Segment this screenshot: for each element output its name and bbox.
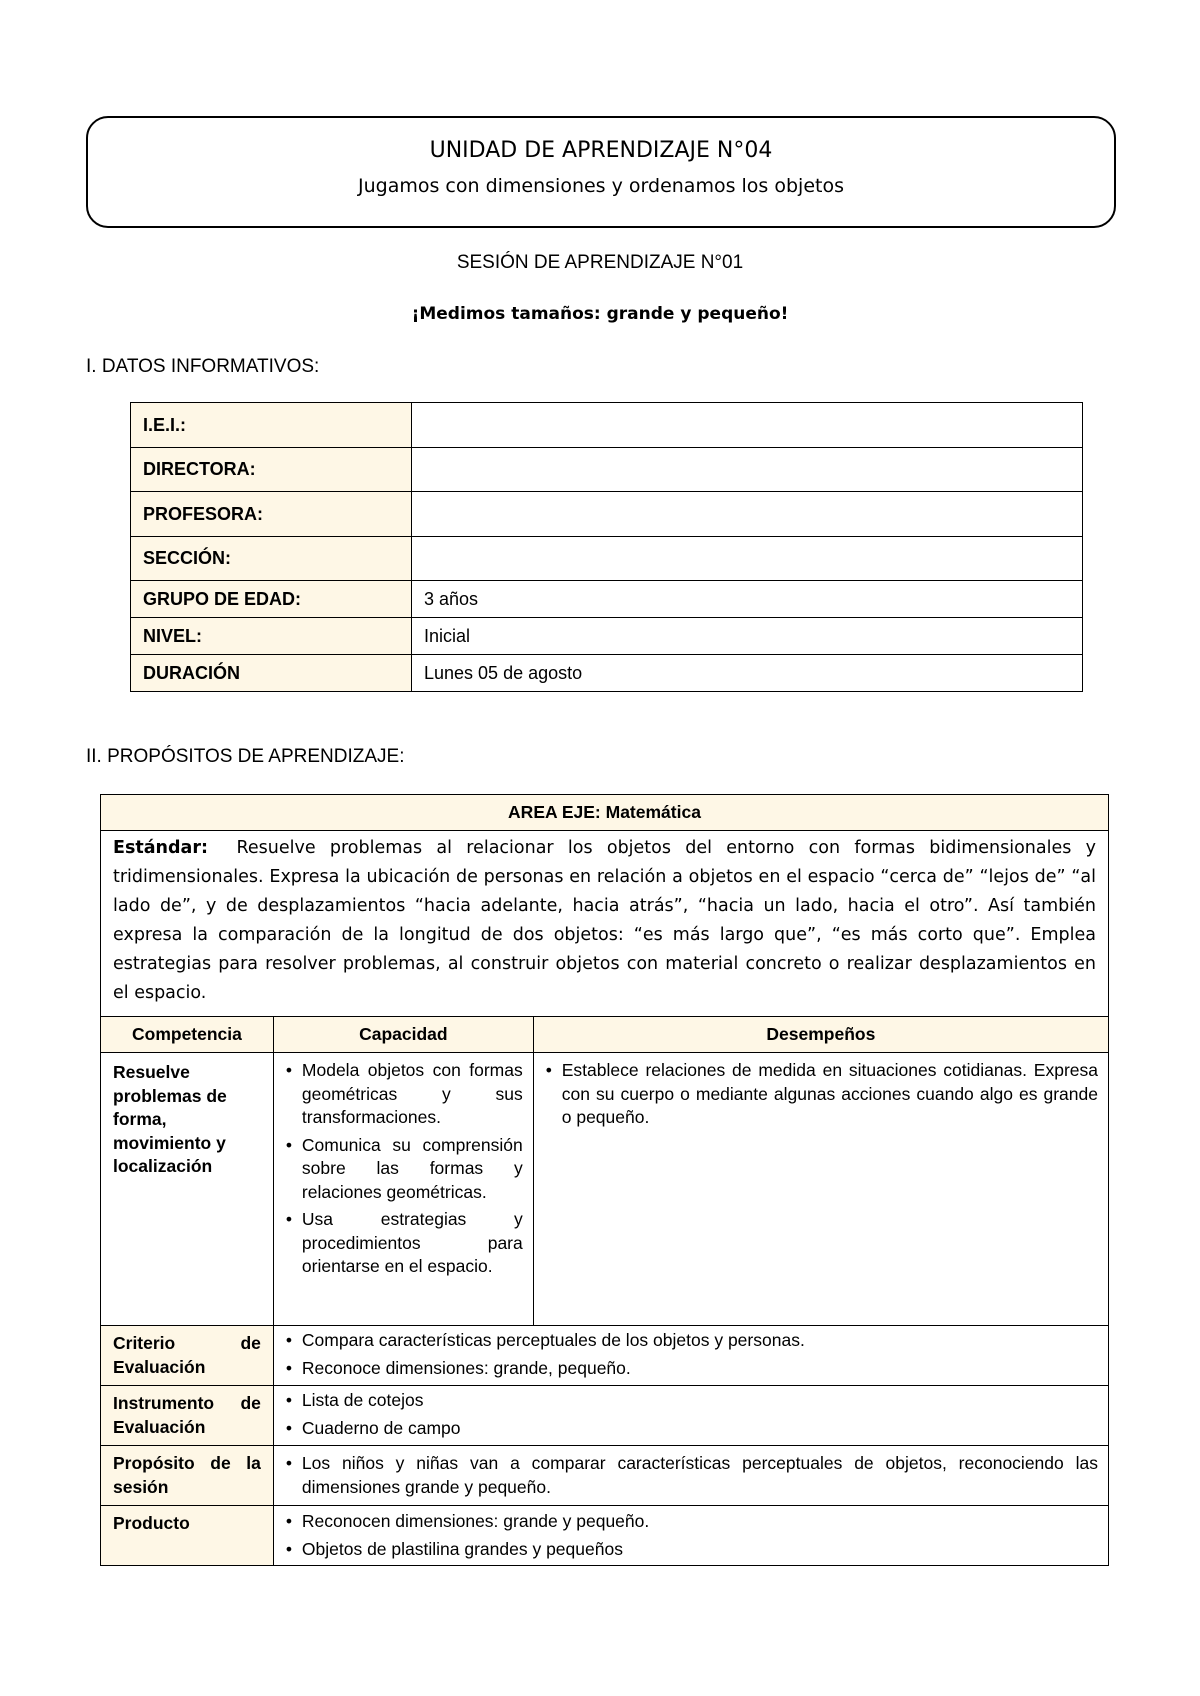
section-1-heading: I. DATOS INFORMATIVOS: bbox=[86, 356, 320, 377]
list-item: • Compara características perceptuales de los objetos y personas. bbox=[280, 1329, 1098, 1353]
info-row bbox=[131, 492, 1083, 537]
estandar-row bbox=[101, 831, 1109, 1017]
estandar-cell bbox=[101, 831, 1109, 1017]
list-item: • Los niños y niñas van a comparar características perceptuales de objetos, reconociendo las dimensiones grande y pequeño. bbox=[280, 1452, 1098, 1499]
info-row bbox=[131, 581, 1083, 618]
info-value: Inicial bbox=[412, 618, 1083, 655]
info-value bbox=[412, 448, 1083, 492]
area-row bbox=[101, 795, 1109, 831]
instrumento-row bbox=[101, 1386, 1109, 1446]
list-item: • Usa estrategias y procedimientos para orientarse en el espacio. bbox=[280, 1208, 523, 1279]
datos-informativos-table bbox=[130, 402, 1083, 692]
capacidad-list bbox=[280, 1059, 523, 1279]
list-item: • Reconoce dimensiones: grande, pequeño. bbox=[280, 1357, 1098, 1381]
producto-label: Producto bbox=[101, 1506, 274, 1566]
info-value bbox=[412, 492, 1083, 537]
info-label: DIRECTORA: bbox=[131, 448, 412, 492]
info-label: DURACIÓN bbox=[131, 655, 412, 692]
unit-title: UNIDAD DE APRENDIZAJE N°04 bbox=[429, 138, 773, 163]
session-title: SESIÓN DE APRENDIZAJE N°01 bbox=[456, 252, 744, 273]
list-item: • Comunica su comprensión sobre las formas y relaciones geométricas. bbox=[280, 1134, 523, 1205]
criterio-row bbox=[101, 1326, 1109, 1386]
info-row bbox=[131, 537, 1083, 581]
desempenos-list bbox=[540, 1059, 1098, 1130]
criterio-cell bbox=[273, 1326, 1108, 1386]
competencia-row bbox=[101, 1053, 1109, 1326]
producto-list bbox=[280, 1510, 1098, 1561]
info-value bbox=[412, 403, 1083, 448]
instrumento-cell bbox=[273, 1386, 1108, 1446]
desempenos-cell bbox=[533, 1053, 1108, 1326]
estandar-text: Resuelve problemas al relacionar los objetos del entorno con formas bidimensionales y tridimensionales. Expresa la ubicación de personas en relación a objetos en el espacio “cerca de” “lejos de” “al lado de”, y de desplazamientos “hacia adelante, hacia atrás”, “hacia un lado, hacia el otro”. Así también expresa la comparación de la longitud de dos objetos: “es más largo que”, “es más corto que”. Emplea estrategias para resolver problemas, al construir objetos con material concreto o realizar desplazamientos en el espacio. bbox=[113, 838, 1096, 1003]
col-header-competencia: Competencia bbox=[101, 1017, 274, 1053]
list-item: • Modela objetos con formas geométricas y sus transformaciones. bbox=[280, 1059, 523, 1130]
info-row bbox=[131, 655, 1083, 692]
unit-subtitle: Jugamos con dimensiones y ordenamos los objetos bbox=[358, 175, 844, 197]
list-item: • Lista de cotejos bbox=[280, 1389, 1098, 1413]
info-label: NIVEL: bbox=[131, 618, 412, 655]
info-label: GRUPO DE EDAD: bbox=[131, 581, 412, 618]
col-header-capacidad: Capacidad bbox=[273, 1017, 533, 1053]
unit-header-box bbox=[86, 116, 1116, 228]
area-eje: AREA EJE: Matemática bbox=[101, 795, 1109, 831]
section-2-heading: II. PROPÓSITOS DE APRENDIZAJE: bbox=[86, 746, 405, 767]
propositos-table bbox=[100, 794, 1109, 1566]
proposito-list bbox=[280, 1452, 1098, 1499]
proposito-cell bbox=[273, 1446, 1108, 1506]
instrumento-label: Instrumento de Evaluación bbox=[101, 1386, 274, 1446]
column-header-row bbox=[101, 1017, 1109, 1053]
proposito-row bbox=[101, 1446, 1109, 1506]
proposito-label: Propósito de la sesión bbox=[101, 1446, 274, 1506]
info-row bbox=[131, 448, 1083, 492]
info-label: PROFESORA: bbox=[131, 492, 412, 537]
col-header-desempenos: Desempeños bbox=[533, 1017, 1108, 1053]
info-value: 3 años bbox=[412, 581, 1083, 618]
producto-cell bbox=[273, 1506, 1108, 1566]
info-row bbox=[131, 618, 1083, 655]
list-item: • Reconocen dimensiones: grande y pequeño. bbox=[280, 1510, 1098, 1534]
list-item: • Establece relaciones de medida en situaciones cotidianas. Expresa con su cuerpo o mediante algunas acciones cuando algo es grande o pequeño. bbox=[540, 1059, 1098, 1130]
list-item: • Cuaderno de campo bbox=[280, 1417, 1098, 1441]
info-value: Lunes 05 de agosto bbox=[412, 655, 1083, 692]
estandar-label: Estándar: bbox=[113, 838, 208, 858]
info-label: I.E.I.: bbox=[131, 403, 412, 448]
info-label: SECCIÓN: bbox=[131, 537, 412, 581]
producto-row bbox=[101, 1506, 1109, 1566]
competencia-cell: Resuelve problemas de forma, movimiento y localización bbox=[101, 1053, 274, 1326]
info-value bbox=[412, 537, 1083, 581]
criterio-list bbox=[280, 1329, 1098, 1380]
list-item: • Objetos de plastilina grandes y pequeños bbox=[280, 1538, 1098, 1562]
capacidad-cell bbox=[273, 1053, 533, 1326]
instrumento-list bbox=[280, 1389, 1098, 1440]
info-row bbox=[131, 403, 1083, 448]
criterio-label: Criterio de Evaluación bbox=[101, 1326, 274, 1386]
session-subtitle: ¡Medimos tamaños: grande y pequeño! bbox=[411, 304, 789, 324]
